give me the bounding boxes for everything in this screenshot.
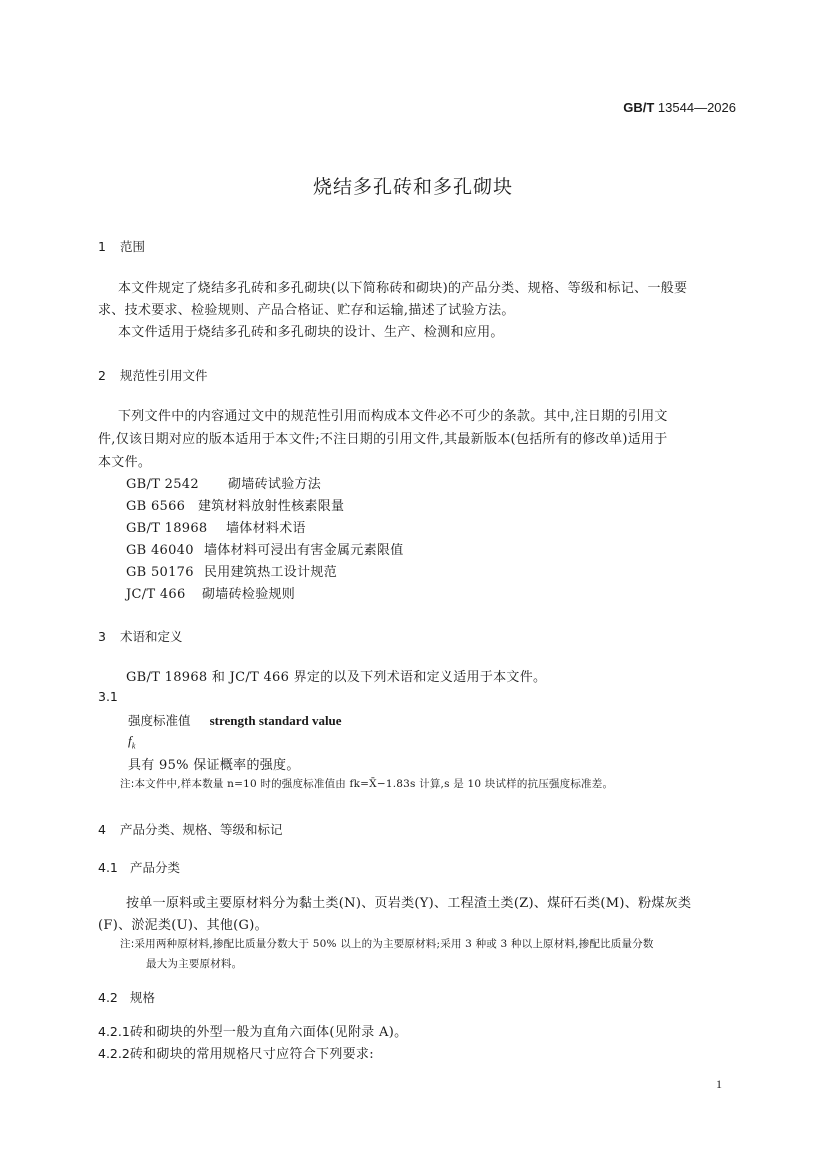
section-title: 产品分类、规格、等级和标记 [120,822,283,837]
term-chinese: 强度标准值 [128,713,191,728]
paragraph: 按单一原料或主要原材料分为黏土类(N)、页岩类(Y)、工程渣土类(Z)、煤矸石类(M)、粉煤灰类 [126,896,692,911]
subsection-4-2-heading [98,988,155,1006]
section-number: 3 [98,629,106,644]
subsection-4-1-heading [98,858,180,876]
section-2-heading [98,366,208,384]
reference-code: JC/T 466 [126,587,186,602]
paragraph: GB/T 18968 和 JC/T 466 界定的以及下列术语和定义适用于本文件。 [126,670,547,685]
subsection-title: 规格 [130,990,156,1005]
reference-code: GB 6566 [126,499,186,514]
reference-item [126,517,306,536]
subsection-title: 产品分类 [130,860,181,875]
paragraph: 求、技术要求、检验规则、产品合格证、贮存和运输,描述了试验方法。 [98,303,515,318]
section-number: 1 [98,239,106,254]
reference-item [126,583,295,602]
note-text-continued: 最大为主要原材料。 [146,958,243,970]
clause-text: 砖和砌块的常用规格尺寸应符合下列要求: [129,1047,374,1062]
reference-title: 墙体材料可浸出有害金属元素限值 [204,543,404,558]
standard-code: 13544—2026 [657,100,736,115]
reference-title: 砌墙砖检验规则 [202,587,296,602]
reference-title: 建筑材料放射性核素限量 [198,499,345,514]
term-note [120,776,613,791]
standard-number [623,100,736,115]
note-label: 注: [120,778,135,790]
reference-code: GB/T 18968 [126,521,208,536]
section-3-heading [98,627,183,645]
note-text: 采用两种原材料,掺配比质量分数大于 50% 以上的为主要原材料;采用 3 种或 3 种以上原材料,掺配比质量分数 [134,938,654,950]
clause-number: 4.2.2 [98,1046,130,1061]
reference-code: GB 46040 [126,543,194,558]
section-number: 4 [98,822,106,837]
section-number: 2 [98,368,106,383]
standard-prefix: GB/T [623,100,655,115]
document-title: 烧结多孔砖和多孔砌块 [312,176,513,198]
section-title: 规范性引用文件 [120,368,208,383]
paragraph: 本文件。 [98,455,152,470]
paragraph: 件,仅该日期对应的版本适用于本文件;不注日期的引用文件,其最新版本(包括所有的修改单)适用于 [98,432,668,447]
clause-number: 4.2.1 [98,1024,130,1039]
term-definition: 具有 95% 保证概率的强度。 [128,758,300,773]
term-english: strength standard value [209,713,342,728]
clause-text: 砖和砌块的外型一般为直角六面体(见附录 A)。 [129,1025,408,1040]
paragraph: 本文件适用于烧结多孔砖和多孔砌块的设计、生产、检测和应用。 [118,325,504,340]
paragraph: 下列文件中的内容通过文中的规范性引用而构成本文件必不可少的条款。其中,注日期的引用文 [118,409,668,424]
subsection-number: 4.1 [98,860,118,875]
reference-title: 砌墙砖试验方法 [228,477,322,492]
reference-title: 墙体材料术语 [226,521,306,536]
classification-note [120,936,654,951]
reference-item [126,539,404,558]
term-symbol: $f_k$ [128,733,136,751]
note-label: 注: [120,938,135,950]
clause-4-2-1 [98,1021,407,1040]
reference-item [126,561,337,580]
reference-item [126,473,321,492]
reference-title: 民用建筑热工设计规范 [204,565,338,580]
clause-4-2-2 [98,1043,374,1062]
paragraph: 本文件规定了烧结多孔砖和多孔砌块(以下简称砖和砌块)的产品分类、规格、等级和标记、一般要 [118,281,688,296]
term-number: 3.1 [98,689,118,704]
paragraph: (F)、淤泥类(U)、其他(G)。 [98,918,268,933]
note-text: 本文件中,样本数量 n=10 时的强度标准值由 fk=X̄−1.83s 计算,s 是 10 块试样的抗压强度标准差。 [134,778,614,790]
term-entry [128,710,342,729]
reference-code: GB/T 2542 [126,477,199,492]
section-4-heading [98,820,283,838]
section-title: 范围 [120,239,146,254]
section-1-heading [98,237,145,255]
section-title: 术语和定义 [120,629,183,644]
page-number: 1 [716,1077,722,1091]
reference-code: GB 50176 [126,565,194,580]
subsection-number: 4.2 [98,990,118,1005]
reference-item [126,495,344,514]
